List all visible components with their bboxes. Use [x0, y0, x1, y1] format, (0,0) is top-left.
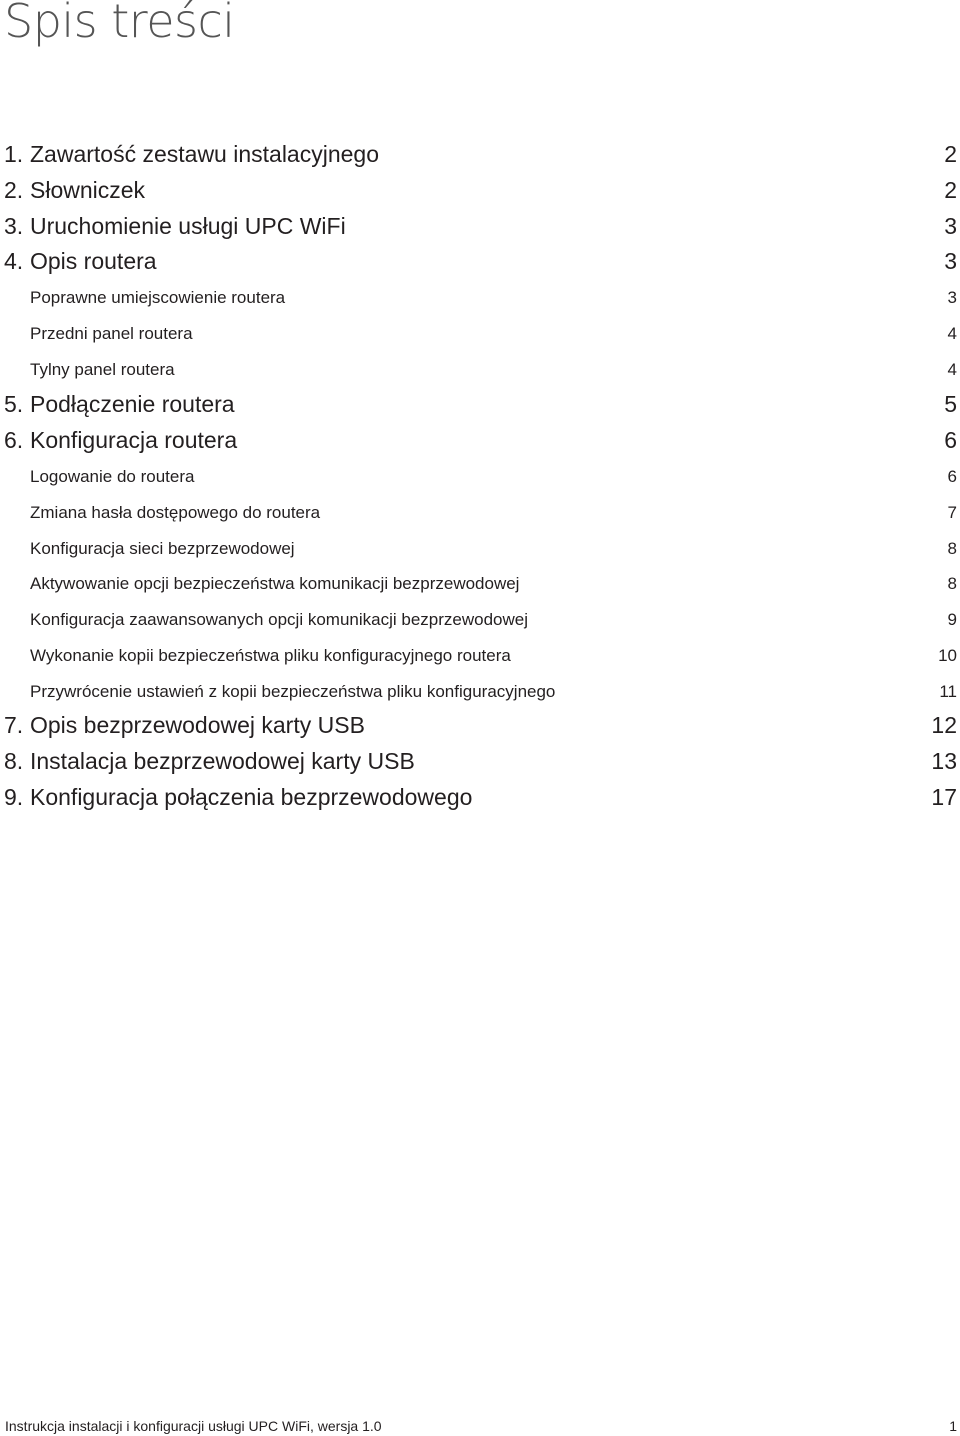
toc-subentry-page: 8: [947, 574, 957, 593]
toc-subentry-title: Logowanie do routera: [30, 467, 195, 486]
toc-subentry[interactable]: [0, 466, 960, 488]
toc-entry-title: Podłączenie routera: [30, 391, 235, 417]
toc-entry-number: 9.: [4, 784, 24, 810]
toc-entry[interactable]: [0, 212, 960, 240]
toc-subentry-page: 10: [938, 646, 957, 665]
toc-subentry-title: Konfiguracja zaawansowanych opcji komunikacji bezprzewodowej: [30, 610, 528, 629]
toc-entry[interactable]: [0, 783, 960, 811]
toc-entry[interactable]: [0, 747, 960, 775]
toc-subentry[interactable]: [0, 359, 960, 381]
toc-entry[interactable]: [0, 140, 960, 168]
page-footer: [0, 1416, 960, 1436]
toc-subentry-title: Przedni panel routera: [30, 324, 193, 343]
toc-subentry[interactable]: [0, 502, 960, 524]
toc-entry-title: Konfiguracja routera: [30, 427, 238, 453]
toc-entry[interactable]: [0, 711, 960, 739]
toc-subentry[interactable]: [0, 287, 960, 309]
toc-entry-title: Opis routera: [30, 248, 157, 274]
toc-entry-page: 13: [931, 748, 957, 774]
toc-subentry[interactable]: [0, 609, 960, 631]
toc-entry[interactable]: [0, 390, 960, 418]
page-title: Spis treści: [4, 0, 235, 48]
toc-subentry-title: Aktywowanie opcji bezpieczeństwa komunikacji bezprzewodowej: [30, 574, 520, 593]
footer-page-number: 1: [949, 1418, 957, 1434]
toc-entry-number: 4.: [4, 248, 24, 274]
toc-entry-page: 6: [944, 427, 957, 453]
toc-entry-number: 8.: [4, 748, 24, 774]
toc-subentry-page: 6: [947, 467, 957, 486]
toc-subentry-page: 3: [947, 288, 957, 307]
toc-entry-page: 2: [944, 177, 957, 203]
toc-entry-title: Opis bezprzewodowej karty USB: [30, 712, 365, 738]
toc-entry-number: 1.: [4, 141, 24, 167]
toc-subentry[interactable]: [0, 323, 960, 345]
toc-subentry-page: 4: [947, 360, 957, 379]
toc-entry[interactable]: [0, 176, 960, 204]
toc-subentry-title: Zmiana hasła dostępowego do routera: [30, 503, 321, 522]
toc-subentry-title: Poprawne umiejscowienie routera: [30, 288, 286, 307]
toc-subentry-page: 11: [939, 682, 957, 701]
toc-entry-page: 3: [944, 213, 957, 239]
toc-subentry-page: 8: [947, 539, 957, 558]
toc-entry-page: 3: [944, 248, 957, 274]
toc-subentry-page: 4: [947, 324, 957, 343]
toc-entry-page: 2: [944, 141, 957, 167]
toc-entry-number: 2.: [4, 177, 24, 203]
toc-subentry[interactable]: [0, 573, 960, 595]
toc-subentry-title: Konfiguracja sieci bezprzewodowej: [30, 539, 295, 558]
toc-subentry-page: 7: [947, 503, 957, 522]
toc-subentry[interactable]: [0, 681, 960, 703]
toc-subentry[interactable]: [0, 645, 960, 667]
toc-subentry-title: Przywrócenie ustawień z kopii bezpieczeństwa pliku konfiguracyjnego: [30, 682, 556, 701]
toc-entry-title: Uruchomienie usługi UPC WiFi: [30, 213, 346, 239]
toc-subentry-title: Tylny panel routera: [30, 360, 175, 379]
toc-entry[interactable]: [0, 247, 960, 275]
toc-entry[interactable]: [0, 426, 960, 454]
toc-entry-title: Instalacja bezprzewodowej karty USB: [30, 748, 415, 774]
toc-entry-number: 5.: [4, 391, 24, 417]
toc-entry-page: 12: [931, 712, 957, 738]
toc-entry-number: 3.: [4, 213, 24, 239]
toc-entry-number: 6.: [4, 427, 24, 453]
toc-subentry-page: 9: [947, 610, 957, 629]
toc-entry-title: Słowniczek: [30, 177, 146, 203]
toc-subentry[interactable]: [0, 538, 960, 560]
toc-entry-page: 17: [931, 784, 957, 810]
toc-subentry-title: Wykonanie kopii bezpieczeństwa pliku konfiguracyjnego routera: [30, 646, 511, 665]
footer-document-title: Instrukcja instalacji i konfiguracji usługi UPC WiFi, wersja 1.0: [5, 1418, 382, 1434]
toc-entry-title: Konfiguracja połączenia bezprzewodowego: [30, 784, 473, 810]
toc-entry-number: 7.: [4, 712, 24, 738]
toc-entry-page: 5: [944, 391, 957, 417]
toc-entry-title: Zawartość zestawu instalacyjnego: [30, 141, 379, 167]
